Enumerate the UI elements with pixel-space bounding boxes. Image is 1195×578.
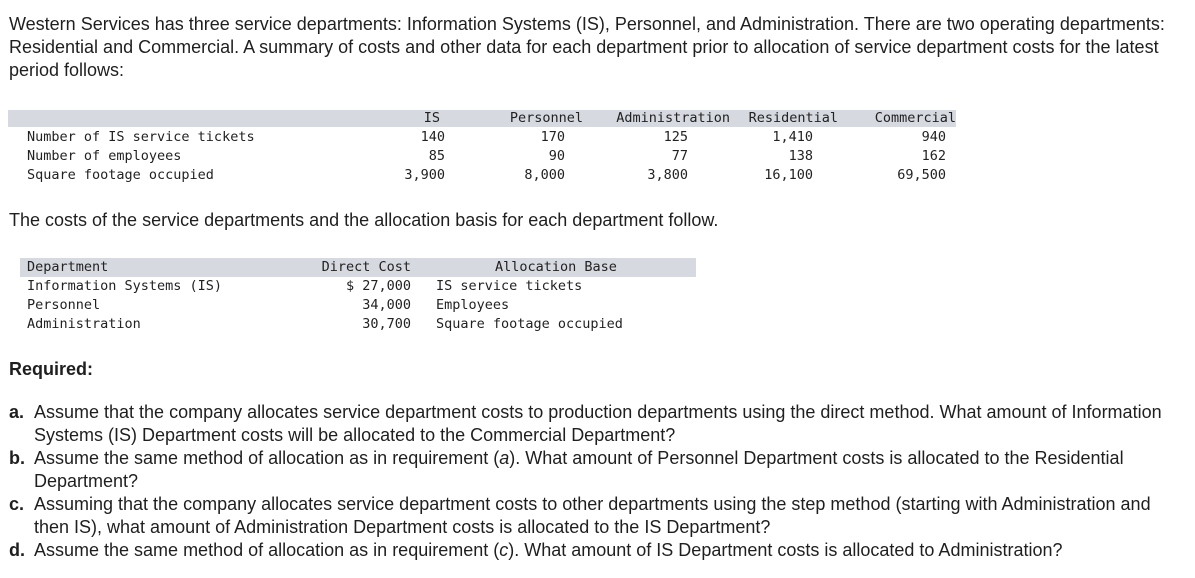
cell-value: 940 [921, 129, 946, 145]
list-item [9, 447, 1189, 493]
item-text [34, 447, 1189, 493]
item-label: a. [9, 402, 25, 422]
col-header-department: Department [27, 259, 109, 275]
col-header-allocation-base: Allocation Base [495, 259, 617, 275]
allocation-base: Employees [436, 297, 510, 313]
summary-table-header [8, 110, 956, 127]
item-text-after: ). What amount of IS Department costs is allocated to Administration? [508, 540, 1063, 560]
intro-paragraph: Western Services has three service departments: Information Systems (IS), Personnel, and Administration. There are two operating departments: Residential and Commercial. A summary of costs and other data for each department prior to allocation of service department costs for the latest period follows: [9, 14, 1165, 80]
cell-value: 125 [663, 129, 688, 145]
col-header-residential: Residential [748, 110, 838, 126]
direct-cost: 30,700 [362, 316, 411, 332]
department-name: Personnel [27, 297, 101, 313]
col-header-direct-cost: Direct Cost [321, 259, 411, 275]
cell-value: 90 [548, 148, 565, 164]
col-header-is: IS [423, 110, 440, 126]
cell-value: 3,900 [404, 167, 445, 183]
direct-cost: 34,000 [362, 297, 411, 313]
list-item [9, 401, 1189, 447]
item-text-after: ). What amount of Personnel Department costs is allocated to the Residential Department? [34, 448, 1124, 491]
col-header-personnel: Personnel [509, 110, 583, 126]
list-item [9, 493, 1189, 539]
item-label: c. [9, 494, 25, 514]
item-text: Assume that the company allocates service department costs to production departments using the direct method. What amount of Information Systems (IS) Department costs will be allocated to the Commercial Department? [34, 402, 1162, 445]
cell-value: 138 [788, 148, 813, 164]
cell-value: 69,500 [897, 167, 946, 183]
requirements-list [9, 401, 1189, 562]
item-text: Assuming that the company allocates service department costs to other departments using the step method (starting with Administration and then IS), what amount of Administration Department costs is allocated to the IS Department? [34, 494, 1151, 537]
row-label: Square footage occupied [27, 167, 214, 183]
item-text-before: Assume the same method of allocation as in requirement ( [34, 540, 500, 560]
allocation-base: IS service tickets [436, 278, 583, 294]
item-text [34, 539, 1189, 562]
cell-value: 1,410 [772, 129, 813, 145]
costs-intro-paragraph: The costs of the service departments and the allocation basis for each department follow. [9, 210, 719, 230]
row-label: Number of IS service tickets [27, 129, 255, 145]
row-label: Number of employees [27, 148, 182, 164]
allocation-base: Square footage occupied [436, 316, 623, 332]
department-name: Administration [27, 316, 141, 332]
item-text-before: Assume the same method of allocation as in requirement ( [34, 448, 500, 468]
direct-cost: $ 27,000 [345, 278, 411, 294]
required-heading: Required: [9, 359, 94, 379]
cell-value: 77 [671, 148, 688, 164]
col-header-commercial: Commercial [874, 110, 956, 126]
cell-value: 85 [428, 148, 445, 164]
cell-value: 16,100 [764, 167, 813, 183]
item-ref: a [499, 448, 510, 468]
list-item [9, 539, 1189, 562]
cell-value: 140 [420, 129, 445, 145]
cell-value: 8,000 [524, 167, 565, 183]
col-header-administration: Administration [616, 110, 730, 126]
item-ref: c [499, 540, 509, 560]
department-name: Information Systems (IS) [27, 278, 223, 294]
cell-value: 162 [921, 148, 946, 164]
cell-value: 170 [540, 129, 565, 145]
item-label: b. [9, 448, 25, 468]
item-label: d. [9, 540, 25, 560]
cell-value: 3,800 [647, 167, 688, 183]
